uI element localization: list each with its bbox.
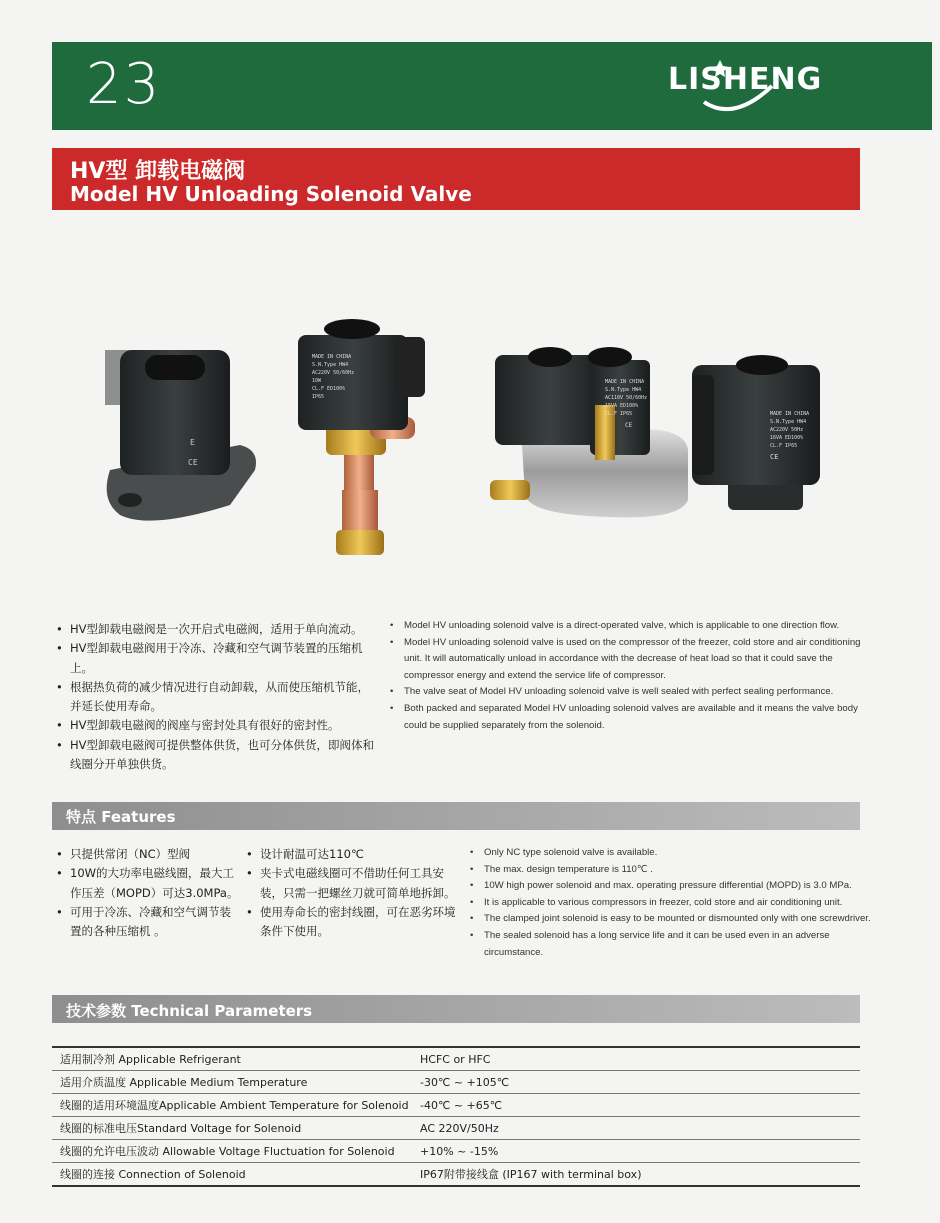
intro-cn-item: • 根据热负荷的减少情况进行自动卸载，从而使压缩机节能，并延长使用寿命。 [56, 678, 376, 717]
valve2-label-4: 10W [312, 378, 322, 384]
valve4-label-4: 16VA ED100% [770, 435, 804, 441]
page-number: 23 [86, 52, 162, 117]
intro-en-item: • The valve seat of Model HV unloading solenoid valve is well sealed with perfect sealing performance. [390, 684, 870, 701]
parameters-table [52, 1046, 860, 1187]
table-row [52, 1094, 860, 1117]
param-value: +10% ~ -15% [420, 1140, 860, 1163]
valve2-label-2: S.N.Type HW4 [312, 362, 349, 368]
feature-cn-item: • 设计耐温可达110℃ [246, 845, 456, 864]
feature-en-item: • 10W high power solenoid and max. operating pressure differential (MOPD) is 3.0 MPa. [470, 878, 890, 895]
valve3-label-5: CL.F IP65 [605, 411, 633, 417]
valve-photo-4 [692, 355, 820, 510]
param-label: 线圈的连接 Connection of Solenoid [60, 1168, 246, 1181]
valve1-label-e: E [190, 438, 195, 447]
intro-en-item: • Model HV unloading solenoid valve is used on the compressor of the freezer, cold store and air conditioning unit. It will automatically unload in accordance with the decrease of heat load so that it could save the compressor energy and extend the service life of compressor. [390, 635, 870, 685]
valve3-label-4: 15VA ED100% [605, 403, 639, 409]
param-label: 适用制冷剂 Applicable Refrigerant [52, 1047, 420, 1071]
table-row [52, 1117, 860, 1140]
param-value: AC 220V/50Hz [420, 1117, 860, 1140]
param-value: -40℃ ~ +65℃ [420, 1094, 860, 1117]
intro-cn-item: • HV型卸载电磁阀用于冷冻、冷藏和空气调节装置的压缩机上。 [56, 639, 376, 678]
valve-photo-3 [490, 347, 688, 517]
valve-photo-2 [298, 319, 425, 555]
features-list-cn-2 [246, 845, 456, 941]
param-label: 适用介质温度 Applicable Medium Temperature [52, 1071, 420, 1094]
feature-en-item: • The sealed solenoid has a long service life and it can be used even in an adverse circumstance. [470, 928, 890, 961]
feature-cn-item: • 10W的大功率电磁线圈，最大工作压差（MOPD）可达3.0MPa。 [56, 864, 241, 903]
product-photos [90, 305, 830, 590]
intro-list-en [390, 618, 870, 734]
param-label: 线圈的适用环境温度Applicable Ambient Temperature for Solenoid [52, 1094, 420, 1117]
valve4-label-5: CL.F IP65 [770, 443, 798, 449]
valve2-label-3: AC220V 50/60Hz [312, 370, 355, 376]
feature-en-item: • The max. design temperature is 110℃ . [470, 862, 890, 879]
features-title: 特点 Features [66, 808, 176, 826]
table-row [52, 1163, 860, 1187]
valve1-label-ce: CE [188, 458, 198, 467]
table-row [52, 1140, 860, 1163]
intro-list-cn [56, 620, 376, 774]
table-row [52, 1071, 860, 1094]
product-title-cn: HV型 卸载电磁阀 [70, 159, 246, 184]
feature-cn-item: • 可用于冷冻、冷藏和空气调节装置的各种压缩机 。 [56, 903, 241, 942]
valve3-label-1: MADE IN CHINA [605, 379, 645, 385]
lisheng-logo-text: LISHENG [668, 62, 823, 97]
valve3-label-2: S.N.Type HW4 [605, 387, 642, 393]
features-list-en [470, 845, 890, 961]
intro-cn-item: • HV型卸载电磁阀可提供整体供货，也可分体供货，即阀体和线圈分开单独供货。 [56, 736, 376, 775]
intro-en-item: • Both packed and separated Model HV unloading solenoid valves are available and it means the valve body could be supplied separately from the solenoid. [390, 701, 870, 734]
valve2-label-1: MADE IN CHINA [312, 354, 352, 360]
param-label: 线圈的标准电压Standard Voltage for Solenoid [52, 1117, 420, 1140]
param-label: 线圈的允许电压波动 Allowable Voltage Fluctuation for Solenoid [52, 1140, 420, 1163]
table-row [52, 1047, 860, 1071]
feature-cn-item: • 只提供常闭（NC）型阀 [56, 845, 241, 864]
feature-en-item: • It is applicable to various compressors in freezer, cold store and air conditioning unit. [470, 895, 890, 912]
feature-cn-item: • 使用寿命长的密封线圈，可在恶劣环境条件下使用。 [246, 903, 456, 942]
feature-en-item: • Only NC type solenoid valve is available. [470, 845, 890, 862]
valve2-label-5: CL.F ED100% [312, 386, 346, 392]
intro-cn-item: • HV型卸载电磁阀的阀座与密封处具有很好的密封性。 [56, 716, 376, 735]
valve3-label-3: AC110V 50/60Hz [605, 395, 648, 401]
valve4-label-1: MADE IN CHINA [770, 411, 810, 417]
valve-photo-1 [105, 350, 256, 521]
intro-cn-item: • HV型卸载电磁阀是一次开启式电磁阀，适用于单向流动。 [56, 620, 376, 639]
feature-en-item: • The clamped joint solenoid is easy to be mounted or dismounted only with one screwdriver. [470, 911, 890, 928]
param-value: -30℃ ~ +105℃ [420, 1071, 860, 1094]
intro-en-item: • Model HV unloading solenoid valve is a direct-operated valve, which is applicable to one direction flow. [390, 618, 870, 635]
valve2-label-6: IP65 [312, 394, 325, 400]
parameters-title: 技术参数 Technical Parameters [66, 1002, 313, 1020]
features-list-cn-1 [56, 845, 241, 941]
valve4-label-6: CE [770, 453, 779, 461]
valve4-label-3: AC220V 50Hz [770, 427, 804, 433]
valve4-label-2: S.N.Type HW4 [770, 419, 807, 425]
param-value: HCFC or HFC [420, 1047, 860, 1071]
feature-cn-item: • 夹卡式电磁线圈可不借助任何工具安装，只需一把螺丝刀就可简单地拆卸。 [246, 864, 456, 903]
param-value: IP67附带接线盒 (IP167 with terminal box) [420, 1168, 642, 1181]
product-title-en: Model HV Unloading Solenoid Valve [70, 182, 472, 206]
valve3-label-6: CE [625, 422, 633, 429]
